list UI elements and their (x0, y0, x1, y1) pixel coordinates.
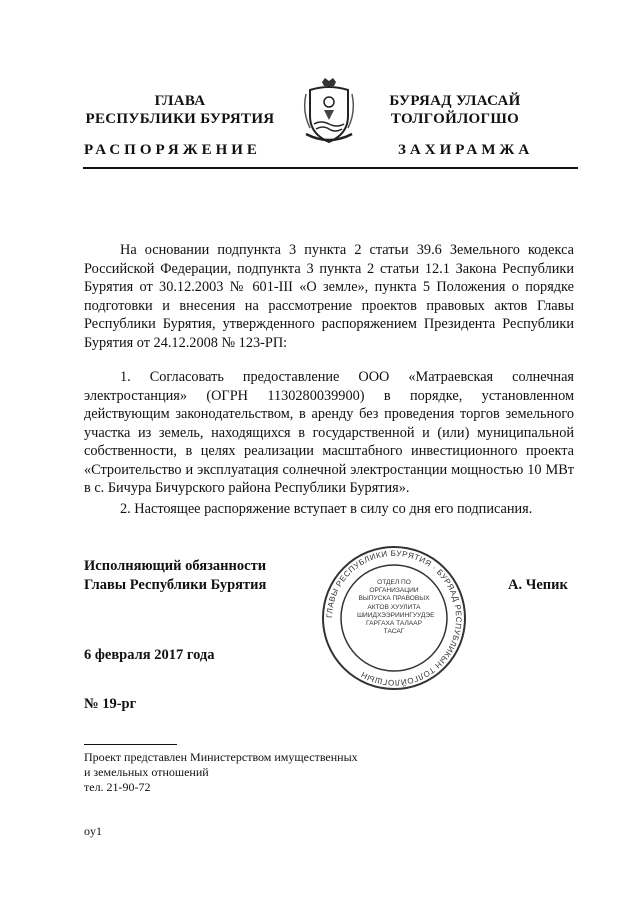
footnote (84, 750, 358, 795)
header-divider (83, 167, 578, 169)
footnote-rule (84, 744, 177, 745)
header-right-line2: ТОЛГОЙЛОГШО (390, 111, 520, 127)
signatory-title (84, 557, 266, 595)
signatory-name: А. Чепик (508, 577, 568, 593)
header-right-doc-type: ЗАХИРАМЖА (398, 142, 534, 158)
header-left-doc-type: РАСПОРЯЖЕНИЕ (84, 142, 261, 158)
item-1-paragraph: 1. Согласовать предоставление ООО «Матраевская солнечная электростанция» (ОГРН 1130280039900) в порядке, установленном действующим законодательством, в аренду без проведения торгов земельного участка из земель, находящихся в государственной и (или) муниципальной собственности, в целях реализации масштабного инвестиционного проекта «Строительство и эксплуатация солнечной электростанции мощностью 10 МВт в с. Бичура Бичурского района Республики Бурятия». (84, 369, 574, 496)
header-right-line1: БУРЯАД УЛАСАЙ (389, 93, 521, 109)
stamp-ring-text: ГЛАВЫ РЕСПУБЛИКИ БУРЯТИЯ · БУРЯАД РЕСПУБЛИКЫН ТОЛГОЙЛОГШЫН (324, 548, 464, 688)
document-mark: oy1 (84, 824, 102, 838)
preamble-paragraph: На основании подпункта 3 пункта 2 статьи 39.6 Земельного кодекса Российской Федерации, подпункта 3 пункта 2 статьи 12.1 Закона Республики Бурятия от 30.12.2003 № 601-III «О земле», пункта 5 Положения о порядке подготовки и внесения на рассмотрение проектов правовых актов Главы Республики Бурятия, утвержденного распоряжением Президента Республики Бурятия от 24.12.2008 № 123-РП: (84, 242, 574, 351)
emblem-icon (296, 76, 362, 146)
signing-date: 6 февраля 2017 года (84, 647, 215, 663)
signatory-title-line2: Главы Республики Бурятия (84, 577, 267, 593)
header-left-title (80, 92, 280, 128)
official-stamp (317, 545, 471, 691)
footnote-line2: и земельных отношений (84, 765, 209, 779)
header-right-title (365, 92, 545, 128)
footnote-line1: Проект представлен Министерством имущественных (84, 750, 358, 764)
header-left-line1: ГЛАВА (154, 93, 206, 109)
footnote-phone: тел. 21-90-72 (84, 780, 151, 794)
signatory-title-line1: Исполняющий обязанности (84, 558, 267, 574)
stamp-center-text: ОТДЕЛ ПО ОРГАНИЗАЦИИ ВЫПУСКА ПРАВОВЫХ АКТОВ ХУУЛИТА ШИИДХЭЭРИИНГУУДЭЕ ГАРГАХА ТАЛААР ТАСАГ (357, 579, 435, 636)
item-2-paragraph: 2. Настоящее распоряжение вступает в силу со дня его подписания. (120, 501, 533, 517)
document-number: № 19-рг (84, 696, 137, 712)
header-left-line2: РЕСПУБЛИКИ БУРЯТИЯ (85, 111, 275, 127)
coat-of-arms-emblem (296, 76, 362, 146)
